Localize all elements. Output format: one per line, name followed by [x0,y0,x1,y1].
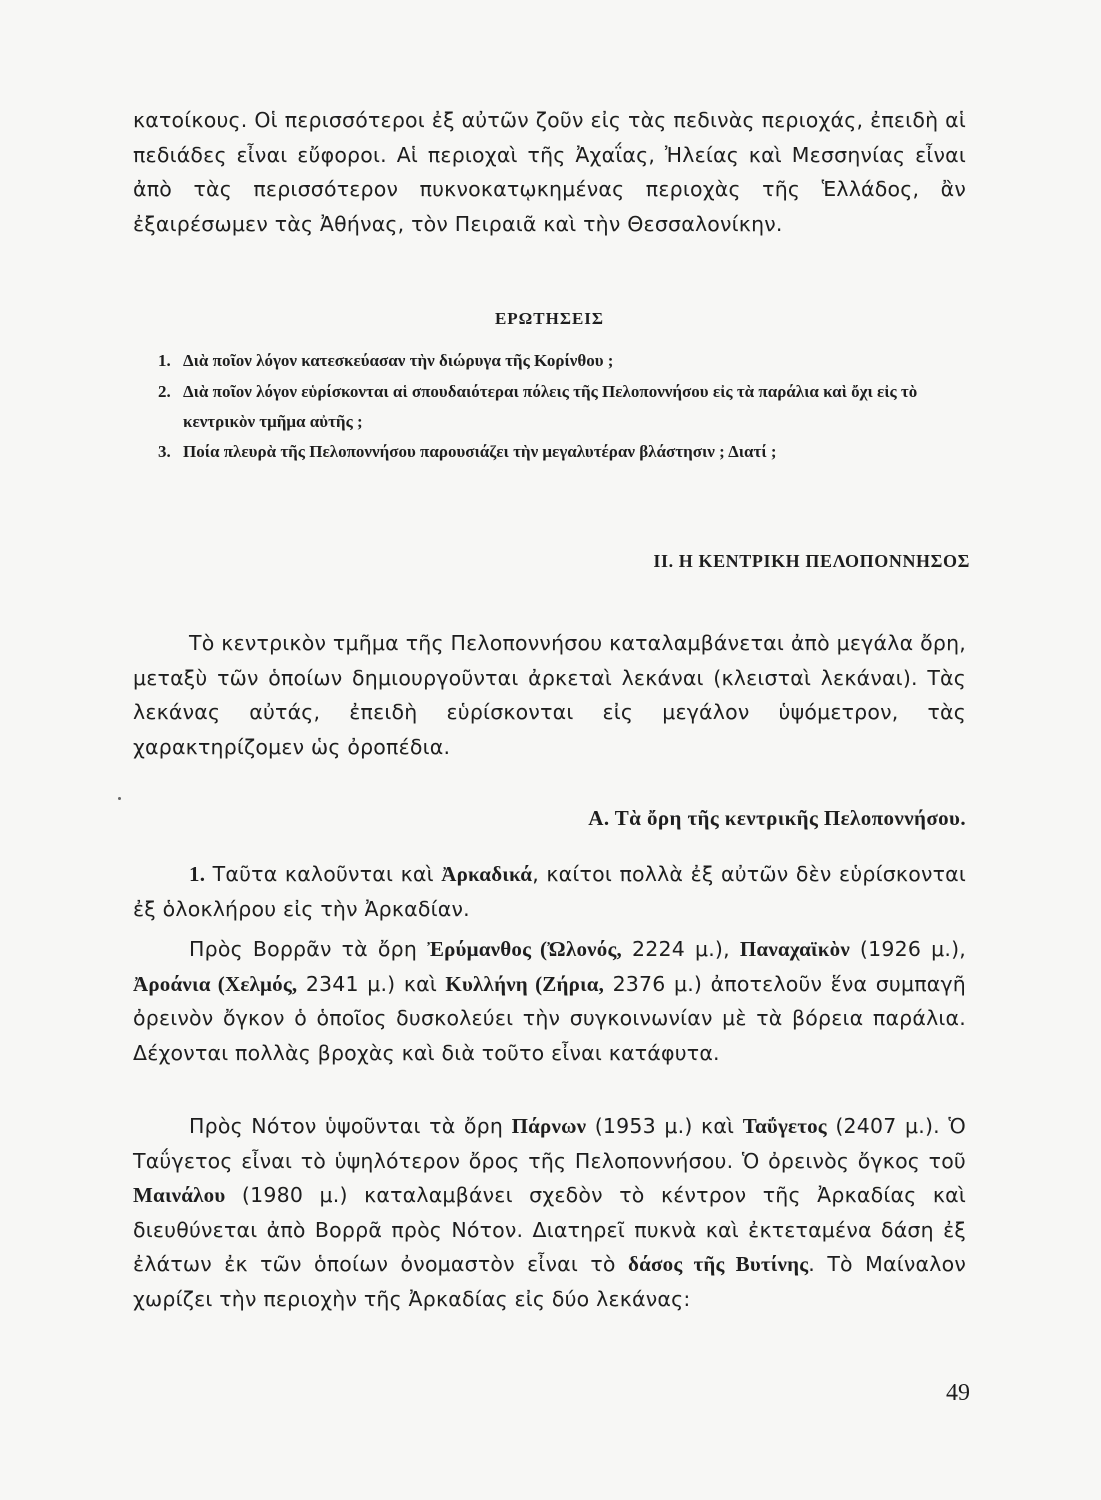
question-1 [158,346,973,376]
section-title: ΙΙ. Η ΚΕΝΤΡΙΚΗ ΠΕΛΟΠΟΝΝΗΣΟΣ [653,551,970,571]
page-number: 49 [946,1380,970,1406]
text-run: 2341 μ.) καὶ [297,971,446,996]
mountains-paragraph-1 [133,857,966,926]
term-taygetos: Ταΰγετος [742,1114,827,1138]
text-run: Πρὸς Νότον ὑψοῦνται τὰ ὄρη [189,1114,512,1138]
question-text: Ποία πλευρὰ τῆς Πελοποννήσου παρουσιάζει τὴν μεγαλυτέραν βλάστησιν ; Διατί ; [183,442,777,461]
term-parnon: Πάρνων [511,1114,587,1138]
questions-title: ΕΡΩΤΗΣΕΙΣ [494,309,605,328]
term-erymanthos: Ἐρύμανθος (Ὠλονός, [427,937,622,961]
text-run: . Τὸ Μαίναλον χωρίζει τὴν περιοχὴν τῆς Ἀρκαδίας εἰς δύο λεκάνας: [133,1252,966,1311]
text-run: Πρὸς Βορρᾶν τὰ ὄρη [189,937,428,961]
mountains-paragraph-2 [133,932,966,1070]
question-text: Διὰ ποῖον λόγον εὑρίσκονται αἱ σπουδαιότεραι πόλεις τῆς Πελοποννήσου εἰς τὰ παράλια καὶ ὄχι εἰς τὸ κεντρικὸν τμῆμα αὐτῆς ; [183,382,918,431]
text-run: 2224 μ.), [621,937,740,961]
text-run: 2376 μ.) ἀποτελοῦν ἕνα συμπαγῆ ὀρεινὸν ὄγκον ὁ ὁποῖος δυσκολεύει τὴν συγκοινωνίαν μὲ τὰ βόρεια παράλια. Δέχονται πολλὰς βροχὰς καὶ διὰ τοῦτο εἶναι κατάφυτα. [133,971,966,1065]
intro-paragraph: κατοίκους. Οἱ περισσότεροι ἐξ αὐτῶν ζοῦν εἰς τὰς πεδινὰς περιοχάς, ἐπειδὴ αἱ πεδιάδες εἶναι εὔφοροι. Αἱ περιοχαὶ τῆς Ἀχαΐας, Ἠλείας καὶ Μεσσηνίας εἶναι ἀπὸ τὰς περισσότερον πυκνοκατῳκημένας περιοχὰς τῆς Ἑλλάδος, ἂν ἐξαιρέσωμεν τὰς Ἀθήνας, τὸν Πειραιᾶ καὶ τὴν Θεσσαλονίκην. [133,108,966,236]
term-mainalo: Μαινάλου [133,1183,226,1207]
scan-speck [118,797,121,800]
term-aroania: Ἀροάνια (Χελμός, [133,971,298,996]
question-number: 3. [158,442,171,461]
question-3 [158,437,973,467]
section-paragraph: Τὸ κεντρικὸν τμῆμα τῆς Πελοποννήσου καταλαμβάνεται ἀπὸ μεγάλα ὄρη, μεταξὺ τῶν ὁποίων δημιουργοῦνται ἀρκεταὶ λεκάναι (κλεισταὶ λεκάναι). Τὰς λεκάνας αὐτάς, ἐπειδὴ εὑρίσκονται εἰς μεγάλον ὑψόμετρον, τὰς χαρακτηρίζομεν ὡς ὀροπέδια. [133,631,966,759]
text-run: (1980 μ.) καταλαμβάνει σχεδὸν τὸ κέντρον τῆς Ἀρκαδίας καὶ διευθύνεται ἀπὸ Βορρᾶ πρὸς Νότον. Διατηρεῖ πυκνὰ καὶ ἐκτεταμένα δάση ἐξ ἐλάτων ἐκ τῶν ὁποίων ὀνομαστὸν εἶναι τὸ [133,1183,966,1276]
text-run: (1953 μ.) καὶ [586,1114,743,1138]
text-run: (2407 μ.). Ὁ Ταΰγετος εἶναι τὸ ὑψηλότερον ὄρος τῆς Πελοποννήσου. Ὁ ὀρεινὸς ὄγκος τοῦ [133,1114,966,1173]
term-arkadika: Ἀρκαδικά [441,862,533,886]
question-number: 2. [158,382,171,401]
paragraph-number: 1. [189,862,206,886]
question-number: 1. [158,351,171,370]
question-2 [158,377,973,437]
text-run: , καίτοι πολλὰ ἐξ αὐτῶν δὲν εὑρίσκονται ἐξ ὁλοκλήρου εἰς τὴν Ἀρκαδίαν. [133,862,966,921]
subsection-title: Α. Τὰ ὄρη τῆς κεντρικῆς Πελοποννήσου. [588,806,966,830]
question-text: Διὰ ποῖον λόγον κατεσκεύασαν τὴν διώρυγα τῆς Κορίνθου ; [183,351,614,370]
term-panachaikon: Παναχαϊκὸν [739,937,850,961]
term-kyllini: Κυλλήνη (Ζήρια, [445,971,605,996]
text-run: (1926 μ.), [849,937,966,961]
text-run: Ταῦτα καλοῦνται καὶ [205,862,442,886]
term-vytina-forest: δάσος τῆς Βυτίνης [628,1252,809,1276]
mountains-paragraph-3 [133,1109,966,1316]
